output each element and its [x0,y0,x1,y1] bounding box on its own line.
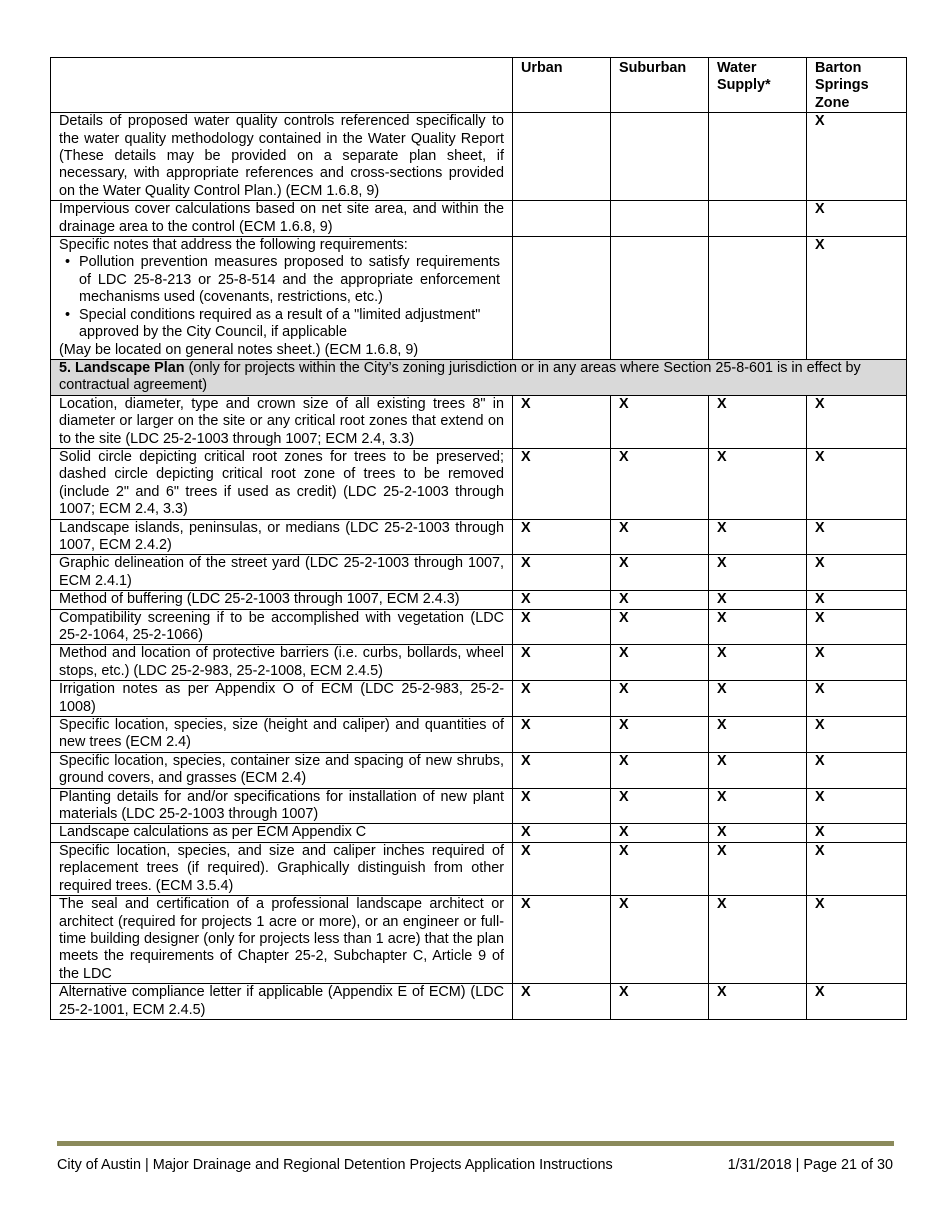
row-description: Specific location, species, size (height and caliper) and quantities of new trees (ECM 2.4) [51,717,513,753]
row-water-supply: X [709,752,807,788]
row-description: Compatibility screening if to be accomplished with vegetation (LDC 25-2-1064, 25-2-1066) [51,609,513,645]
row-barton: X [807,591,907,609]
row-barton: X [807,448,907,519]
row-suburban: X [611,395,709,448]
row-suburban [611,113,709,201]
row-barton: X [807,519,907,555]
row-water-supply: X [709,984,807,1020]
notes-bullet-list [59,254,500,341]
notes-bullet: • Special conditions required as a result of a "limited adjustment" approved by the City Council, if applicable [79,307,500,342]
table-row [51,645,907,681]
table-row [51,788,907,824]
row-water-supply: X [709,896,807,984]
table-row [51,113,907,201]
row-urban: X [513,448,611,519]
row-description: Method and location of protective barriers (i.e. curbs, bollards, wheel stops, etc.) (LDC 25-2-983, 25-2-1008, ECM 2.4.5) [51,645,513,681]
table-row [51,395,907,448]
row-description: Landscape islands, peninsulas, or medians (LDC 25-2-1003 through 1007, ECM 2.4.2) [51,519,513,555]
table-row [51,896,907,984]
table-row [51,717,907,753]
row-urban: X [513,395,611,448]
section-heading [51,359,907,395]
row-water-supply: X [709,842,807,895]
row-urban: X [513,752,611,788]
row-description: Irrigation notes as per Appendix O of ECM (LDC 25-2-983, 25-2-1008) [51,681,513,717]
header-barton-springs-zone: Barton Springs Zone [807,58,907,113]
header-description [51,58,513,113]
header-row [51,58,907,113]
row-water-supply: X [709,824,807,842]
row-water-supply: X [709,448,807,519]
notes-outro: (May be located on general notes sheet.) (ECM 1.6.8, 9) [59,341,419,358]
row-water-supply: X [709,788,807,824]
row-barton: X [807,395,907,448]
row-urban: X [513,984,611,1020]
row-suburban: X [611,609,709,645]
row-urban [513,201,611,237]
row-barton: X [807,113,907,201]
table-row [51,555,907,591]
row-suburban [611,201,709,237]
footer-page-info: 1/31/2018 | Page 21 of 30 [727,1157,893,1173]
row-suburban: X [611,984,709,1020]
table-row [51,824,907,842]
table-row [51,591,907,609]
row-description: Graphic delineation of the street yard (LDC 25-2-1003 through 1007, ECM 2.4.1) [51,555,513,591]
row-water-supply: X [709,555,807,591]
landscape-rows [51,395,907,1019]
row-barton: X [807,681,907,717]
row-barton: X [807,824,907,842]
row-description: Alternative compliance letter if applicable (Appendix E of ECM) (LDC 25-2-1001, ECM 2.4.5) [51,984,513,1020]
table-row [51,201,907,237]
row-water-supply [709,113,807,201]
row-suburban: X [611,842,709,895]
row-water-supply: X [709,395,807,448]
row-urban: X [513,555,611,591]
row-description: The seal and certification of a professional landscape architect or architect (required for projects 1 acre or more), or an engineer or full-time building designer (only for projects less than 1 acre) that the plan meets the requirements of Chapter 25-2, Subchapter C, Article 9 of the LDC [51,896,513,984]
row-urban: X [513,896,611,984]
row-barton: X [807,555,907,591]
row-barton: X [807,717,907,753]
row-suburban: X [611,448,709,519]
table-row [51,681,907,717]
notes-bullet: • Pollution prevention measures proposed to satisfy requirements of LDC 25-8-213 or 25-8-514 and the appropriate enforcement mechanisms used (covenants, restrictions, etc.) [79,254,500,306]
row-urban: X [513,591,611,609]
row-suburban: X [611,717,709,753]
row-description: Landscape calculations as per ECM Appendix C [51,824,513,842]
row-description: Location, diameter, type and crown size of all existing trees 8" in diameter or larger on the site or any critical root zones that extend on to the site (LDC 25-2-1003 through 1007; ECM 2.4, 3.3) [51,395,513,448]
row-suburban: X [611,591,709,609]
header-suburban: Suburban [611,58,709,113]
row-water-supply: X [709,717,807,753]
section-title: 5. Landscape Plan [59,359,185,376]
row-suburban: X [611,824,709,842]
row-water-supply: X [709,591,807,609]
row-barton: X [807,645,907,681]
row-urban: X [513,681,611,717]
table-row [51,984,907,1020]
footer-title: City of Austin | Major Drainage and Regional Detention Projects Application Instructions [57,1157,613,1173]
row-suburban: X [611,555,709,591]
table-row-notes [51,237,907,360]
row-description: Solid circle depicting critical root zones for trees to be preserved; dashed circle depicting critical root zone of trees to be removed (include 2" and 6" trees if used as credit) (LDC 25-2-1003 through 1007; ECM 2.4, 3.3) [51,448,513,519]
section-heading-row [51,359,907,395]
requirements-table [50,57,907,1020]
row-description: Impervious cover calculations based on net site area, and within the drainage area to the control (ECM 1.6.8, 9) [51,201,513,237]
row-description: Details of proposed water quality controls referenced specifically to the water quality methodology contained in the Water Quality Report (These details may be provided on a separate plan sheet, if necessary, with appropriate references and cross-sections provided on the Water Quality Control Plan.) (ECM 1.6.8, 9) [51,113,513,201]
footer-rule [57,1141,894,1146]
row-urban: X [513,824,611,842]
row-description: Method of buffering (LDC 25-2-1003 through 1007, ECM 2.4.3) [51,591,513,609]
table-row [51,519,907,555]
row-water-supply: X [709,681,807,717]
row-barton: X [807,842,907,895]
notes-description [51,237,513,360]
row-suburban: X [611,788,709,824]
row-suburban: X [611,752,709,788]
row-suburban: X [611,645,709,681]
row-water-supply: X [709,645,807,681]
table-row [51,842,907,895]
table-row [51,448,907,519]
row-description: Specific location, species, and size and caliper inches required of replacement trees (if required). Graphically distinguish from other required trees. (ECM 3.5.4) [51,842,513,895]
row-urban: X [513,842,611,895]
row-water-supply [709,237,807,360]
row-urban: X [513,788,611,824]
section-subtitle: (only for projects within the City’s zoning jurisdiction or in any areas where Section 25-8-601 is in effect by contractual agreement) [59,359,861,394]
row-urban [513,237,611,360]
row-barton: X [807,609,907,645]
row-barton: X [807,984,907,1020]
header-water-supply: Water Supply* [709,58,807,113]
row-suburban: X [611,896,709,984]
row-barton: X [807,237,907,360]
row-suburban: X [611,519,709,555]
header-urban: Urban [513,58,611,113]
row-urban [513,113,611,201]
row-description: Planting details for and/or specifications for installation of new plant materials (LDC 25-2-1003 through 1007) [51,788,513,824]
row-barton: X [807,752,907,788]
table-row [51,609,907,645]
row-description: Specific location, species, container size and spacing of new shrubs, ground covers, and grasses (ECM 2.4) [51,752,513,788]
row-water-supply [709,201,807,237]
row-water-supply: X [709,609,807,645]
row-urban: X [513,645,611,681]
row-suburban: X [611,681,709,717]
row-urban: X [513,717,611,753]
row-barton: X [807,201,907,237]
table-row [51,752,907,788]
row-urban: X [513,519,611,555]
row-urban: X [513,609,611,645]
row-barton: X [807,788,907,824]
row-suburban [611,237,709,360]
row-barton: X [807,896,907,984]
notes-intro: Specific notes that address the following requirements: [59,237,408,254]
row-water-supply: X [709,519,807,555]
